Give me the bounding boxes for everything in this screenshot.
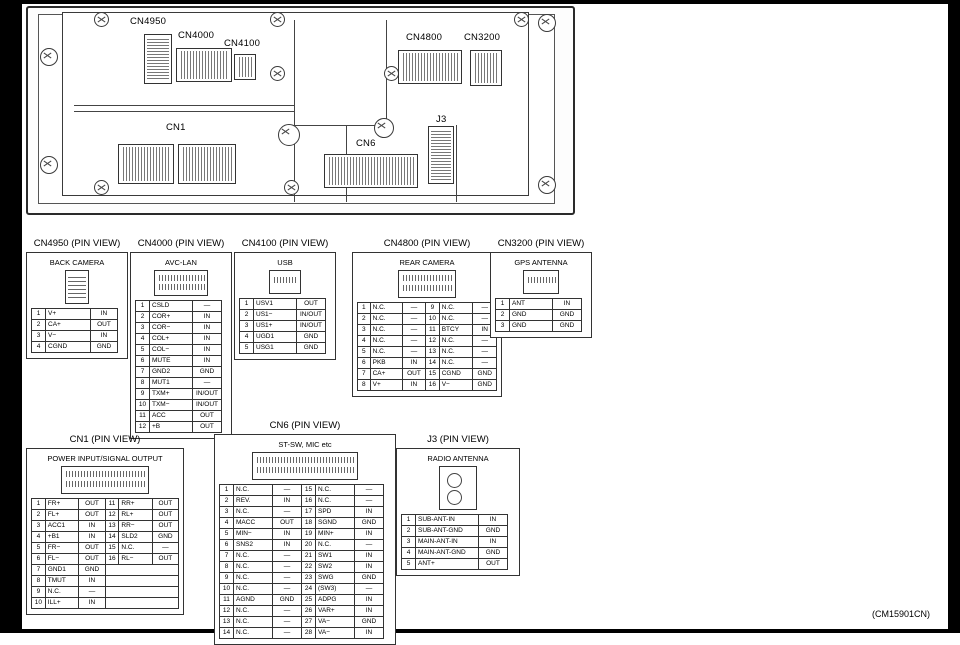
pinview-subtitle: POWER INPUT/SIGNAL OUTPUT — [47, 454, 163, 463]
table-row: 4 UGD1 GND — [240, 332, 326, 343]
table-row: 9 N.C. — — [32, 587, 179, 598]
table-row: 10 TXM− IN/OUT — [136, 400, 222, 411]
table-row: 1 N.C. — 15 N.C. — — [220, 485, 384, 496]
table-row: 4 COL+ IN — [136, 334, 222, 345]
table-row: 2 GND GND — [496, 310, 582, 321]
pin-table — [495, 298, 582, 332]
connector-shape — [269, 270, 301, 294]
table-row: 12 +B OUT — [136, 422, 222, 433]
connector-shape — [252, 452, 358, 480]
callout-cn3200: CN3200 — [464, 32, 501, 43]
connector-cn6 — [324, 154, 418, 188]
table-row: 3 ACC1 IN 13 RR− OUT — [32, 521, 179, 532]
empty-cell — [105, 587, 178, 598]
table-row: 5 COL− IN — [136, 345, 222, 356]
table-row: 5 USG1 GND — [240, 343, 326, 354]
table-row: 10 ILL+ IN — [32, 598, 179, 609]
screw-icon — [94, 180, 109, 195]
table-row: 1 FR+ OUT 11 RR+ OUT — [32, 499, 179, 510]
screw-icon — [514, 12, 529, 27]
table-row: 3 COR− IN — [136, 323, 222, 334]
screw-icon — [384, 66, 399, 81]
pinview-title: CN1 (PIN VIEW) — [69, 434, 141, 445]
table-row: 6 MUTE IN — [136, 356, 222, 367]
callout-cn4800: CN4800 — [406, 32, 443, 43]
pinview-title: CN4000 (PIN VIEW) — [137, 238, 225, 249]
table-row: 3 N.C. — 17 SPD IN — [220, 507, 384, 518]
callout-cn4100: CN4100 — [224, 38, 261, 49]
screw-icon — [538, 176, 556, 194]
divider-line — [294, 125, 386, 126]
connector-cn4950 — [144, 34, 172, 84]
callout-cn1: CN1 — [166, 122, 186, 133]
table-row: 7 GND2 GND — [136, 367, 222, 378]
table-row: 1 USV1 OUT — [240, 299, 326, 310]
table-row: 1 V+ IN — [32, 309, 118, 320]
callout-j3: J3 — [436, 114, 447, 125]
pinview-title: CN4950 (PIN VIEW) — [33, 238, 121, 249]
connector-shape — [61, 466, 149, 494]
empty-cell — [105, 598, 178, 609]
pinview-title: CN6 (PIN VIEW) — [269, 420, 341, 431]
table-row: 5 ANT+ OUT — [402, 559, 508, 570]
table-row: 12 N.C. — 26 VAR+ IN — [220, 606, 384, 617]
screw-icon — [284, 180, 299, 195]
pinview-cn4800 — [352, 238, 502, 397]
connector-shape — [154, 270, 208, 296]
page-border-right — [948, 0, 960, 633]
table-row: 4 MAIN-ANT-GND GND — [402, 548, 508, 559]
page-border-left — [0, 0, 22, 633]
connector-shape — [523, 270, 559, 294]
table-row: 11 ACC OUT — [136, 411, 222, 422]
pin-table — [31, 308, 118, 353]
table-row: 10 N.C. — 24 (SW3) — — [220, 584, 384, 595]
screw-icon — [270, 12, 285, 27]
table-row: 14 N.C. — 28 VA− IN — [220, 628, 384, 639]
table-row: 11 AGND GND 25 ADPG IN — [220, 595, 384, 606]
screw-icon — [270, 66, 285, 81]
table-row: 4 N.C. — 12 N.C. — — [358, 336, 497, 347]
table-row: 13 N.C. — 27 VA− GND — [220, 617, 384, 628]
screw-icon — [40, 48, 58, 66]
pin-table — [357, 302, 497, 391]
table-row: 4 MACC OUT 18 SGND GND — [220, 518, 384, 529]
table-row: 4 +B1 IN 14 SLD2 GND — [32, 532, 179, 543]
divider-line — [74, 111, 294, 112]
pinview-j3 — [396, 434, 520, 576]
table-row: 2 US1− IN/OUT — [240, 310, 326, 321]
table-row: 8 N.C. — 22 SW2 IN — [220, 562, 384, 573]
table-row: 3 MAIN-ANT-IN IN — [402, 537, 508, 548]
figure-code: (CM15901CN) — [871, 609, 930, 619]
table-row: 1 SUB-ANT-IN IN — [402, 515, 508, 526]
table-row: 7 N.C. — 21 SW1 IN — [220, 551, 384, 562]
connector-cn4100 — [234, 54, 256, 80]
table-row: 2 SUB-ANT-GND GND — [402, 526, 508, 537]
table-row: 2 CA+ OUT — [32, 320, 118, 331]
connector-shape — [398, 270, 456, 298]
table-row: 9 N.C. — 23 SWG GND — [220, 573, 384, 584]
pinview-title: J3 (PIN VIEW) — [427, 434, 489, 445]
pinview-cn6 — [214, 420, 396, 645]
empty-cell — [105, 565, 178, 576]
page-border-bottom — [0, 629, 960, 633]
table-row: 4 CGND GND — [32, 342, 118, 353]
connector-cn1-left — [118, 144, 174, 184]
table-row: 3 V− IN — [32, 331, 118, 342]
screw-icon — [374, 118, 394, 138]
pinview-subtitle: BACK CAMERA — [49, 258, 105, 267]
page-border-top — [0, 0, 960, 4]
screw-icon — [94, 12, 109, 27]
table-row: 1 CSLD — — [136, 301, 222, 312]
pinview-title: CN4800 (PIN VIEW) — [383, 238, 471, 249]
connector-shape — [65, 270, 89, 304]
table-row: 6 FL− OUT 16 RL− OUT — [32, 554, 179, 565]
screw-icon — [278, 124, 300, 146]
pinview-subtitle: ST-SW, MIC etc — [278, 440, 332, 449]
unit-rear-panel-drawing — [26, 6, 571, 213]
pin-table — [401, 514, 508, 570]
pin-table — [135, 300, 222, 433]
pinview-subtitle: USB — [277, 258, 293, 267]
table-row: 1 ANT IN — [496, 299, 582, 310]
table-row: 6 SNS2 IN 20 N.C. — — [220, 540, 384, 551]
connector-cn4800 — [398, 50, 462, 84]
table-row: 8 V+ IN 16 V− GND — [358, 380, 497, 391]
table-row: 9 TXM+ IN/OUT — [136, 389, 222, 400]
table-row: 8 TMUT IN — [32, 576, 179, 587]
screw-icon — [538, 14, 556, 32]
connector-cn3200 — [470, 50, 502, 86]
table-row: 3 GND GND — [496, 321, 582, 332]
pinview-cn4950 — [26, 238, 128, 359]
table-row: 2 REV. IN 16 N.C. — — [220, 496, 384, 507]
connector-j3 — [428, 126, 454, 184]
table-row: 5 FR− OUT 15 N.C. — — [32, 543, 179, 554]
table-row: 2 COR+ IN — [136, 312, 222, 323]
divider-line — [456, 125, 457, 202]
connector-cn1-right — [178, 144, 236, 184]
pinview-subtitle: GPS ANTENNA — [514, 258, 568, 267]
connector-shape — [439, 466, 477, 510]
divider-line — [74, 105, 294, 106]
pinview-cn3200 — [490, 238, 592, 338]
callout-cn4000: CN4000 — [178, 30, 215, 41]
table-row: 6 PKB IN 14 N.C. — — [358, 358, 497, 369]
callout-cn4950: CN4950 — [130, 16, 167, 27]
pinview-cn4000 — [130, 238, 232, 439]
table-row: 3 N.C. — 11 BTCY IN — [358, 325, 497, 336]
table-row: 7 GND1 GND — [32, 565, 179, 576]
table-row: 8 MUT1 — — [136, 378, 222, 389]
pinview-cn4100 — [234, 238, 336, 360]
table-row: 5 MIN− IN 19 MIN+ IN — [220, 529, 384, 540]
pinview-title: CN3200 (PIN VIEW) — [497, 238, 585, 249]
table-row: 1 N.C. — 9 N.C. — — [358, 303, 497, 314]
table-row: 3 US1+ IN/OUT — [240, 321, 326, 332]
pin-table — [219, 484, 384, 639]
table-row: 7 CA+ OUT 15 CGND GND — [358, 369, 497, 380]
pinview-subtitle: RADIO ANTENNA — [427, 454, 489, 463]
pinview-subtitle: AVC-LAN — [165, 258, 197, 267]
table-row: 2 FL+ OUT 12 RL+ OUT — [32, 510, 179, 521]
pin-table — [31, 498, 179, 609]
pinview-cn1 — [26, 434, 184, 615]
callout-cn6: CN6 — [356, 138, 376, 149]
connector-cn4000 — [176, 48, 232, 82]
divider-line — [294, 20, 295, 202]
pin-table — [239, 298, 326, 354]
pinview-title: CN4100 (PIN VIEW) — [241, 238, 329, 249]
empty-cell — [105, 576, 178, 587]
pinview-subtitle: REAR CAMERA — [399, 258, 455, 267]
table-row: 2 N.C. — 10 N.C. — — [358, 314, 497, 325]
table-row: 5 N.C. — 13 N.C. — — [358, 347, 497, 358]
screw-icon — [40, 156, 58, 174]
